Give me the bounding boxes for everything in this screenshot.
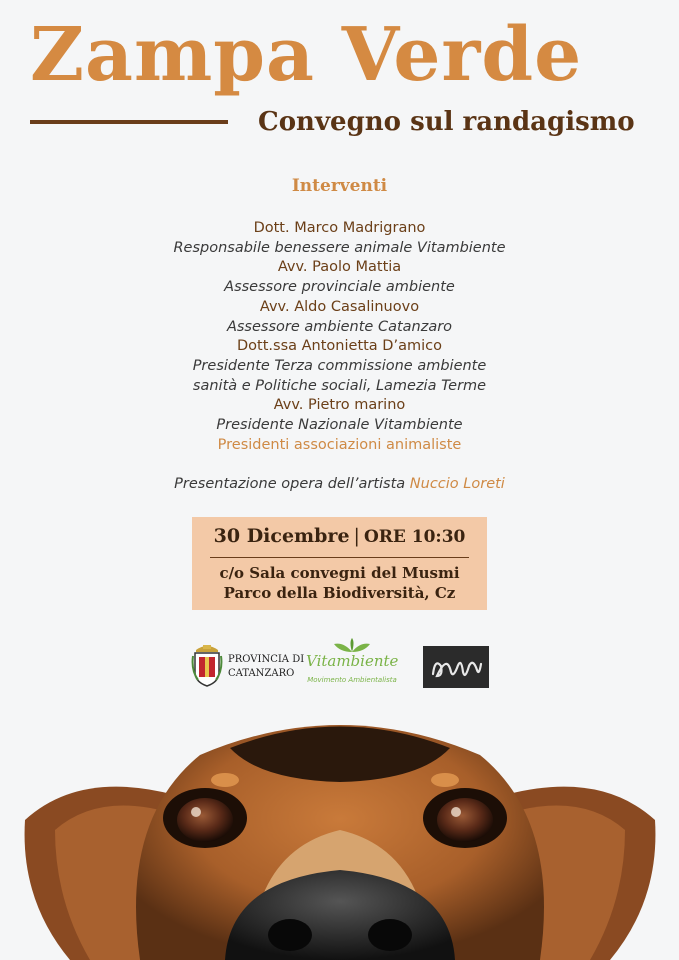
- event-separator: |: [353, 525, 360, 547]
- poster-subtitle: Convegno sul randagismo: [258, 107, 635, 137]
- venue-line-2: Parco della Biodiversità, Cz: [223, 584, 456, 602]
- speaker-role: Presidente Nazionale Vitambiente: [216, 417, 463, 434]
- signature-icon: [423, 646, 489, 688]
- vitambiente-name: Vitambiente: [306, 652, 399, 670]
- speaker-name: Dott.ssa Antonietta D’amico: [237, 338, 442, 355]
- event-rule: [210, 557, 469, 558]
- logo-vitambiente: [306, 638, 398, 692]
- speaker-name: Dott. Marco Madrigrano: [253, 220, 426, 236]
- coat-of-arms-icon: [190, 642, 224, 688]
- event-venue: [192, 563, 487, 603]
- speaker-role: Assessore ambiente Catanzaro: [226, 318, 453, 335]
- logo-provincia-catanzaro: [190, 642, 305, 690]
- dog-face-photo: [0, 700, 679, 960]
- speaker-role: Responsabile benessere animale Vitambiente: [173, 239, 506, 256]
- speakers-list: [0, 219, 679, 455]
- speaker-role: sanità e Politiche sociali, Lamezia Terme: [192, 377, 487, 394]
- provincia-line-1: PROVINCIA DI: [228, 654, 305, 665]
- event-time: ORE 10:30: [363, 527, 466, 547]
- poster-title: Zampa Verde: [30, 12, 583, 98]
- speaker-role: Presidente Terza commissione ambiente: [192, 357, 487, 374]
- speaker-role: Assessore provinciale ambiente: [224, 279, 455, 296]
- provincia-line-2: CATANZARO: [228, 668, 295, 679]
- speaker-name: Avv. Pietro marino: [273, 397, 406, 414]
- artist-name: Nuccio Loreti: [409, 476, 505, 492]
- vitambiente-subtitle: Movimento Ambientalista: [307, 676, 397, 684]
- event-box: [192, 517, 487, 610]
- dark-signature-logo: [423, 646, 489, 688]
- event-date: 30 Dicembre: [213, 525, 350, 547]
- presentation-prefix: Presentazione opera dell’artista: [174, 476, 406, 492]
- speaker-name: Avv. Aldo Casalinuovo: [259, 298, 420, 315]
- speakers-heading: Interventi: [291, 176, 388, 196]
- presentation-line: [0, 476, 679, 492]
- associations-line: Presidenti associazioni animaliste: [217, 436, 462, 453]
- speaker-name: Avv. Paolo Mattia: [277, 259, 402, 276]
- title-rule: [30, 120, 228, 124]
- venue-line-1: c/o Sala convegni del Musmi: [219, 564, 460, 582]
- event-date-time: [192, 525, 487, 547]
